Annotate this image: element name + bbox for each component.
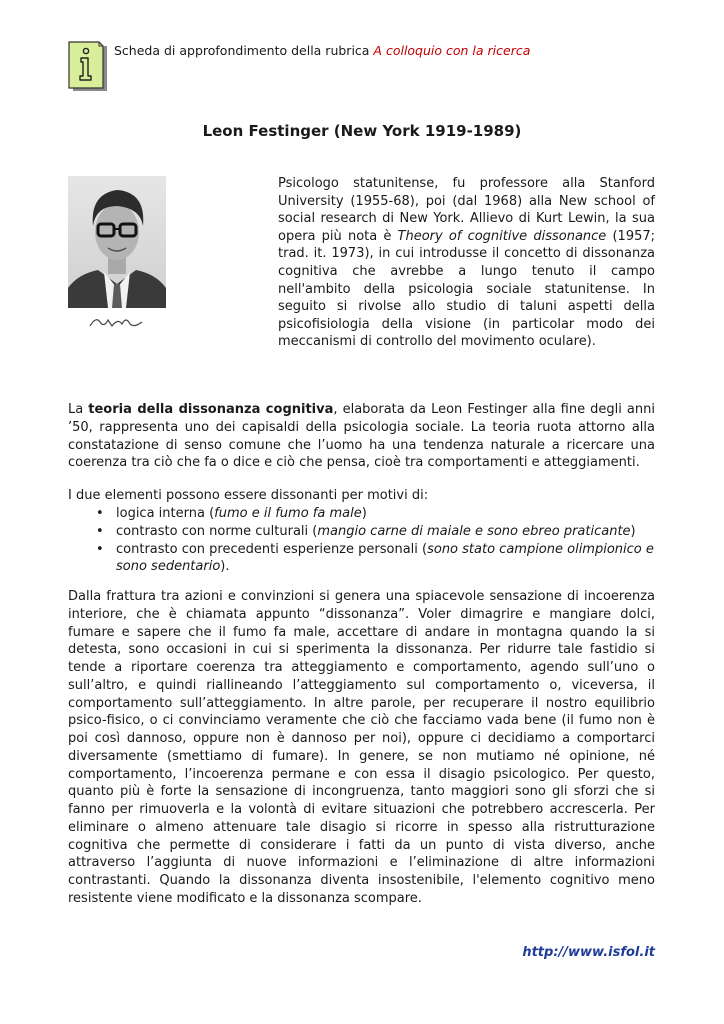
isfol-link[interactable]: http://www.isfol.it bbox=[522, 945, 655, 960]
item-end: ) bbox=[630, 523, 636, 539]
item-text: contrasto con norme culturali ( bbox=[116, 523, 318, 539]
bullet-icon: • bbox=[96, 506, 104, 521]
intro-text: La bbox=[68, 402, 89, 417]
header-prefix: Scheda di approfondimento della rubrica bbox=[114, 43, 374, 58]
portrait-photo bbox=[68, 176, 166, 338]
bio-text: Psicologo statunitense, fu professore alla Stanford University (1955-68), poi (dal 1968) alla New school of social research di New York. Allievo di Kurt Lewin, la sua opera più nota è bbox=[278, 176, 655, 244]
book-title: Theory of cognitive dissonance bbox=[397, 228, 607, 244]
item-example: mangio carne di maiale e sono ebreo praticante bbox=[317, 523, 631, 539]
reasons-list bbox=[68, 505, 655, 576]
item-example: sono stato campione olimpionico e sono sedentario bbox=[116, 541, 654, 575]
biography-paragraph bbox=[278, 175, 655, 351]
page-title: Leon Festinger (New York 1919-1989) bbox=[202, 122, 522, 140]
item-end: ). bbox=[220, 559, 230, 575]
bullet-icon: • bbox=[96, 523, 104, 539]
list-item bbox=[68, 541, 655, 577]
reasons-intro: I due elementi possono essere dissonanti per motivi di: bbox=[68, 488, 429, 503]
intro-text-cont: , elaborata da Leon Festinger alla fine degli anni ’50, rappresenta uno dei capisaldi della psicologia sociale. La teoria ruota attorno alla constatazione di senso comune che l’uomo ha una tendenza naturale a ricercare una coerenza tra ciò che fa o dice e ciò che pensa, cioè tra comportamenti e atteggiamenti. bbox=[68, 402, 655, 471]
theory-name: teoria della dissonanza cognitiva bbox=[88, 402, 334, 417]
intro-paragraph bbox=[68, 401, 655, 472]
item-text: contrasto con precedenti esperienze personali ( bbox=[116, 541, 428, 557]
item-text: logica interna ( bbox=[116, 506, 215, 521]
info-note-icon bbox=[68, 40, 108, 92]
list-item bbox=[68, 523, 655, 541]
bio-text-cont: (1957; trad. it. 1973), in cui introdusse il concetto di dissonanza cognitiva che avrebbe a lungo tenuto il campo nell'ambito della psicologia sociale statunitense. In seguito si rivolse allo studio di taluni aspetti della psicofisiologia della visione (in particolar modo dei meccanismi di controllo del movimento oculare). bbox=[278, 228, 656, 350]
list-item bbox=[68, 505, 655, 523]
bullet-icon: • bbox=[96, 541, 104, 557]
rubric-name: A colloquio con la ricerca bbox=[373, 43, 531, 58]
item-end: ) bbox=[361, 506, 367, 521]
header-rubric-line bbox=[114, 43, 530, 58]
item-example: fumo e il fumo fa male bbox=[214, 506, 362, 521]
dissonance-paragraph: Dalla frattura tra azioni e convinzioni si genera una spiacevole sensazione di incoerenza interiore, che è chiamata appunto “dissonanza”. Voler dimagrire e mangiare dolci, fumare e sapere che il fumo fa male, accettare di andare in montagna quando la si detesta, sono occasioni in cui si sperimenta la dissonanza. Per ridurre tale fastidio si tende a riportare coerenza tra atteggiamento e comportamento, agendo sull’uno o sull’altro, e quindi riallineando l’atteggiamento sul comportamento o, viceversa, il comportamento sull’atteggiamento. In altre parole, per recuperare il nostro equilibrio psico-fisico, o ci convinciamo veramente che ciò che facciamo vada bene (il fumo non è poi così dannoso, oppure non è dannoso per noi), oppure ci decidiamo a comportarci diversamente (smettiamo di fumare). In genere, se non mutiamo né opinione, né comportamento, l’incoerenza permane e con essa il disagio psicologico. Per questo, quanto più è forte la sensazione di incongruenza, tanto maggiori sono gli sforzi che si fanno per rimuoverla e la volontà di evitare situazioni che potrebbero accrescerla. Per eliminare o almeno attenuare tale disagio si ricorre in spesso alla ristrutturazione cognitiva che permette di considerare i fatti da un punto di vista diverso, anche attraverso l’aggiunta di nuove informazioni e l’eliminazione di altre informazioni contrastanti. Quando la dissonanza diventa insostenibile, l'elemento cognitivo meno resistente viene modificato e la dissonanza scompare. bbox=[68, 589, 655, 906]
